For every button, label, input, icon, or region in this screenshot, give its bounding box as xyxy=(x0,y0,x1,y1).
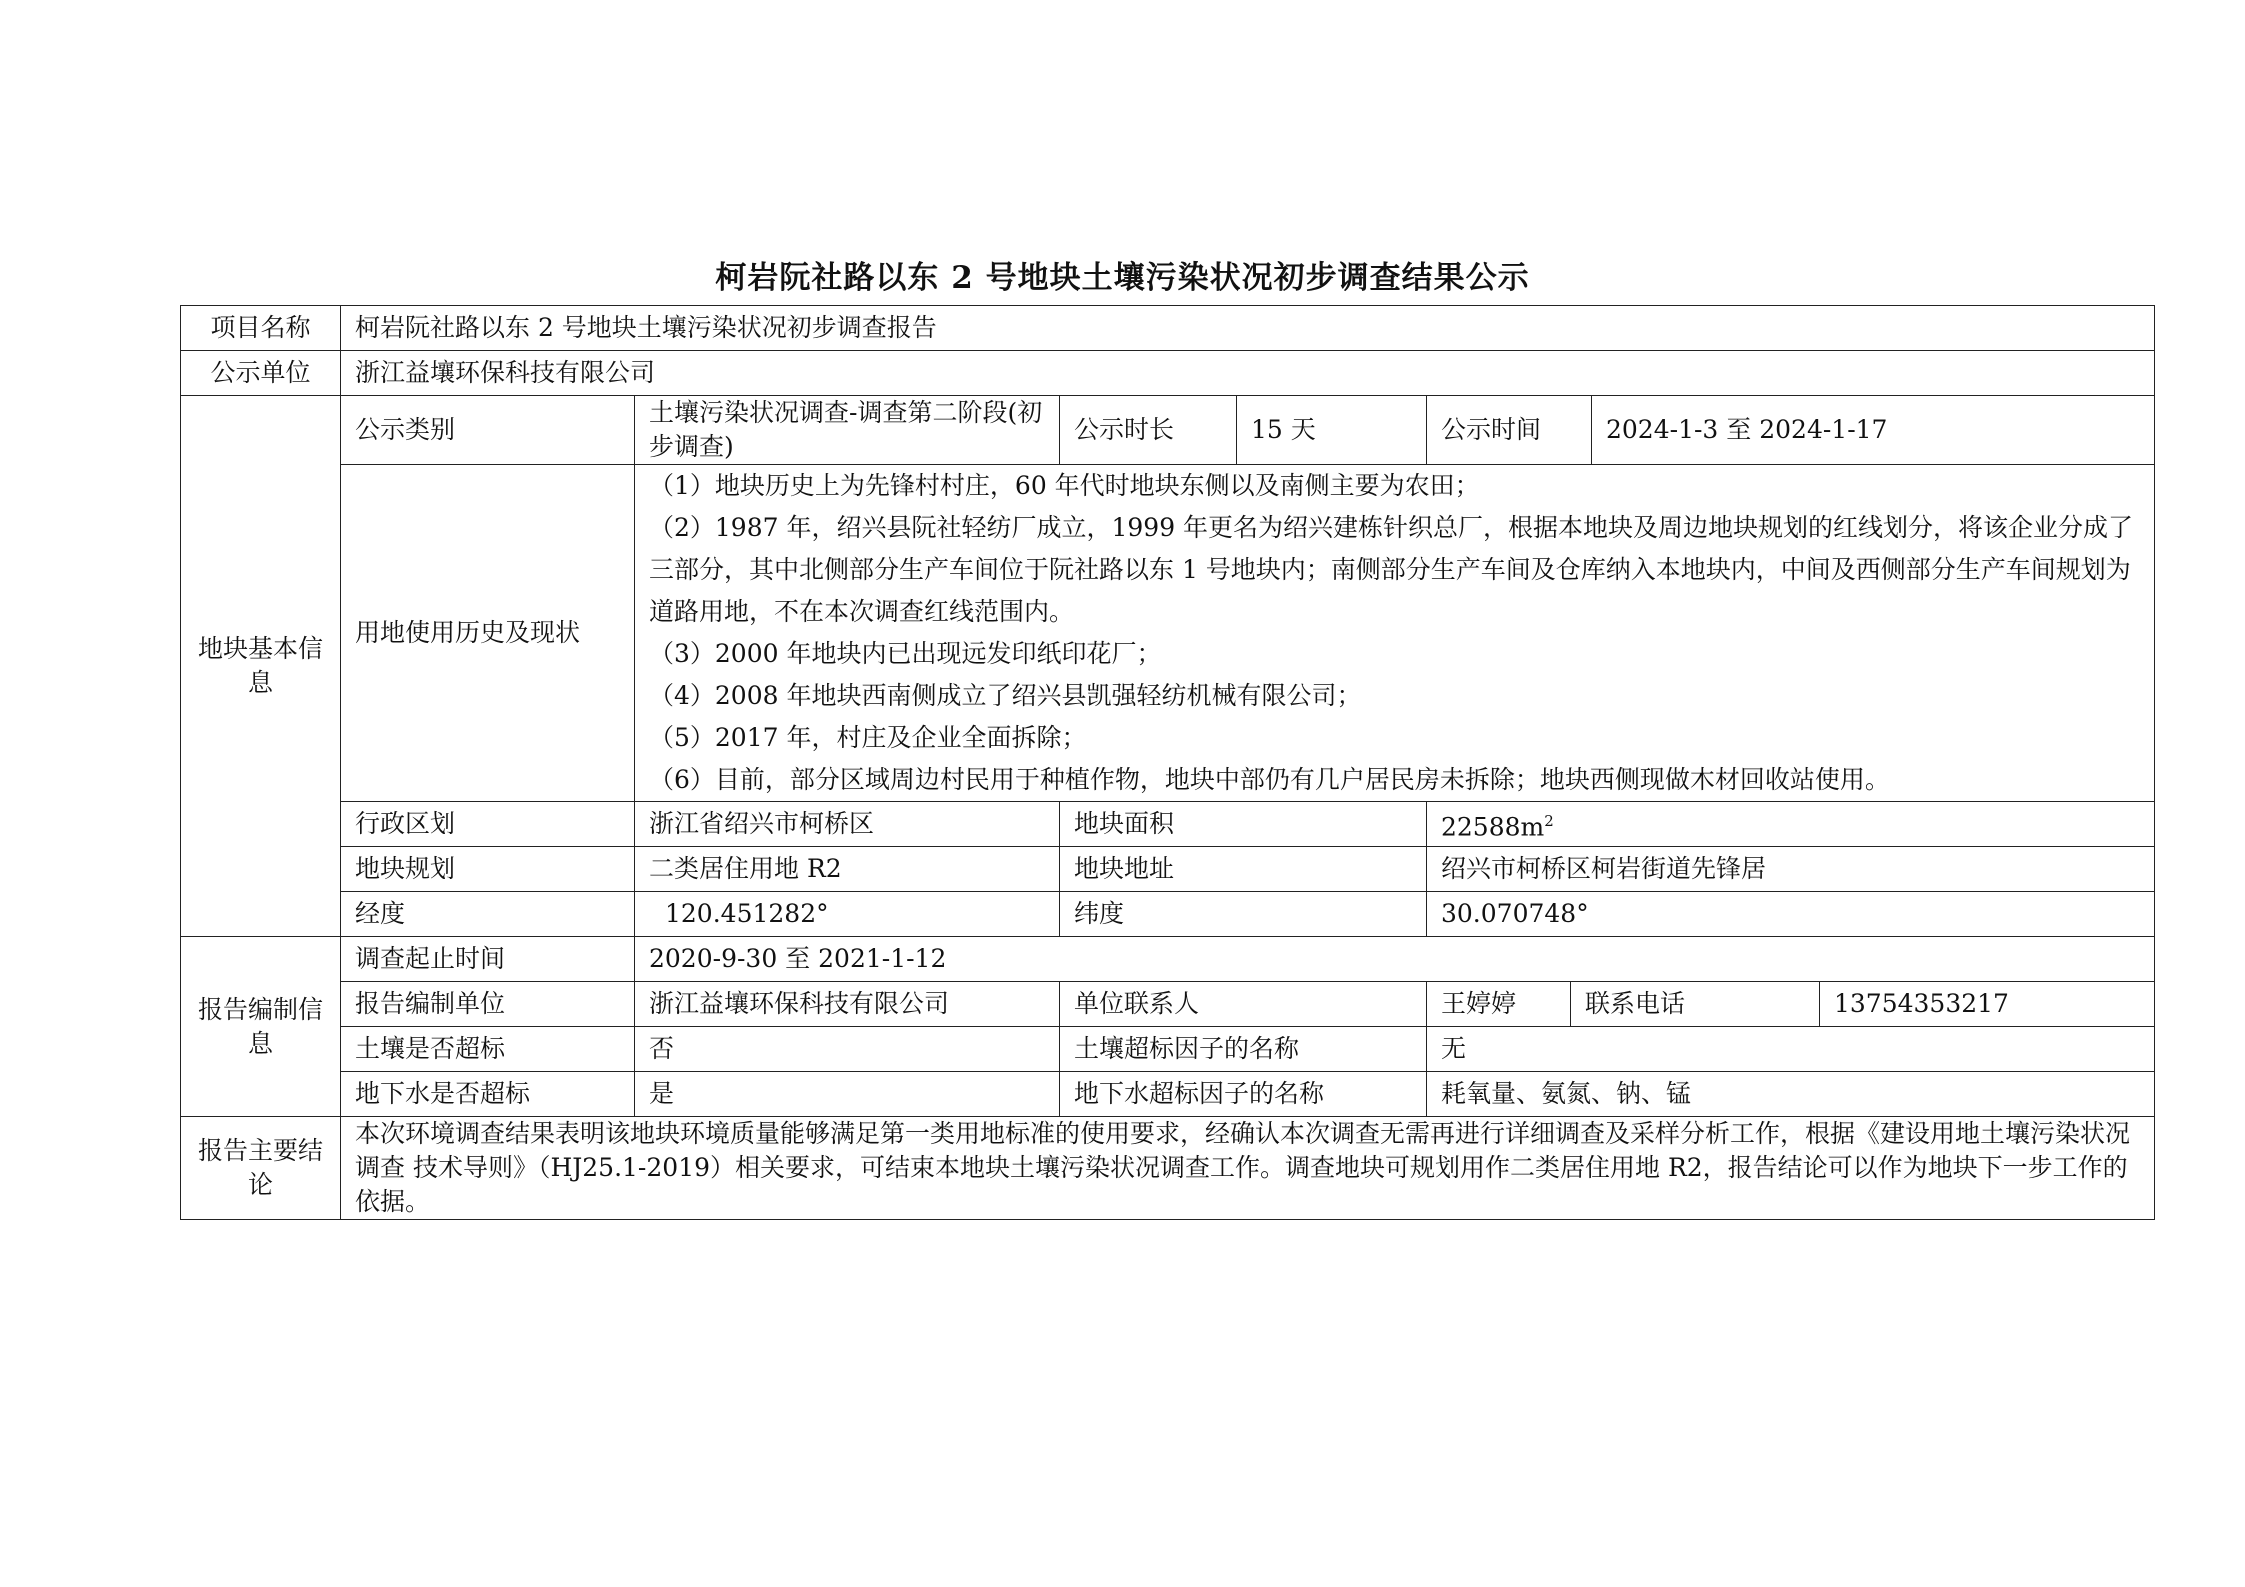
project-value: 柯岩阮社路以东 2 号地块土壤污染状况初步调查报告 xyxy=(341,306,2155,351)
history-label: 用地使用历史及现状 xyxy=(341,465,635,802)
history-item: （1）地块历史上为先锋村村庄，60 年代时地块东侧以及南侧主要为农田； xyxy=(649,471,1480,500)
phone-value: 13754353217 xyxy=(1820,982,2155,1027)
duration-value: 15 天 xyxy=(1237,396,1427,465)
dates-value: 2020-9-30 至 2021-1-12 xyxy=(635,937,2155,982)
row-project xyxy=(181,306,2155,351)
area-label: 地块面积 xyxy=(1060,802,1427,847)
row-dates xyxy=(181,937,2155,982)
district-value: 浙江省绍兴市柯桥区 xyxy=(635,802,1060,847)
period-label: 公示时间 xyxy=(1427,396,1592,465)
publisher-value: 浙江益壤环保科技有限公司 xyxy=(341,351,2155,396)
address-value: 绍兴市柯桥区柯岩街道先锋居 xyxy=(1427,847,2155,892)
soil-factor-label: 土壤超标因子的名称 xyxy=(1060,1027,1427,1072)
gw-value: 是 xyxy=(635,1072,1060,1117)
area-unit-sup: 2 xyxy=(1544,811,1554,830)
area-value xyxy=(1427,802,2155,847)
gw-label: 地下水是否超标 xyxy=(341,1072,635,1117)
duration-label: 公示时长 xyxy=(1060,396,1237,465)
lon-label: 经度 xyxy=(341,892,635,937)
contact-label: 单位联系人 xyxy=(1060,982,1427,1027)
row-plan xyxy=(181,847,2155,892)
row-coordinates xyxy=(181,892,2155,937)
row-district xyxy=(181,802,2155,847)
row-unit xyxy=(181,982,2155,1027)
history-item: （6）目前，部分区域周边村民用于种植作物，地块中部仍有几户居民房未拆除；地块西侧现做木材回收站使用。 xyxy=(649,765,1890,794)
history-item: （3）2000 年地块内已出现远发印纸印花厂； xyxy=(649,639,1162,668)
history-item: （2）1987 年，绍兴县阮社轻纺厂成立，1999 年更名为绍兴建栋针织总厂，根据本地块及周边地块规划的红线划分，将该企业分成了三部分，其中北侧部分生产车间位于阮社路以东 1 号地块内；南侧部分生产车间及仓库纳入本地块内，中间及西侧部分生产车间规划为道路用地，不在本次调查红线范围内。 xyxy=(649,513,2134,626)
category-value: 土壤污染状况调查-调查第二阶段(初步调查) xyxy=(635,396,1060,465)
area-number: 22588m xyxy=(1441,812,1545,842)
conclusion-text: 本次环境调查结果表明该地块环境质量能够满足第一类用地标准的使用要求，经确认本次调查无需再进行详细调查及采样分析工作，根据《建设用地土壤污染状况调查 技术导则》（HJ25.1-2019）相关要求，可结束本地块土壤污染状况调查工作。调查地块可规划用作二类居住用地 R2，报告结论可以作为地块下一步工作的依据。 xyxy=(341,1117,2155,1220)
dates-label: 调查起止时间 xyxy=(341,937,635,982)
soil-label: 土壤是否超标 xyxy=(341,1027,635,1072)
row-groundwater xyxy=(181,1072,2155,1117)
row-category xyxy=(181,396,2155,465)
plan-label: 地块规划 xyxy=(341,847,635,892)
row-history xyxy=(181,465,2155,802)
phone-label: 联系电话 xyxy=(1571,982,1820,1027)
soil-factor-value: 无 xyxy=(1427,1027,2155,1072)
notice-table xyxy=(180,305,2155,1220)
row-conclusion xyxy=(181,1117,2155,1220)
lat-value: 30.070748° xyxy=(1427,892,2155,937)
history-list xyxy=(635,465,2155,802)
unit-value: 浙江益壤环保科技有限公司 xyxy=(635,982,1060,1027)
contact-value: 王婷婷 xyxy=(1427,982,1571,1027)
row-publisher xyxy=(181,351,2155,396)
basic-info-section-label: 地块基本信息 xyxy=(181,396,341,937)
history-item: （4）2008 年地块西南侧成立了绍兴县凯强轻纺机械有限公司； xyxy=(649,681,1362,710)
address-label: 地块地址 xyxy=(1060,847,1427,892)
publisher-label: 公示单位 xyxy=(181,351,341,396)
lat-label: 纬度 xyxy=(1060,892,1427,937)
history-item: （5）2017 年，村庄及企业全面拆除； xyxy=(649,723,1087,752)
page-title: 柯岩阮社路以东 2 号地块土壤污染状况初步调查结果公示 xyxy=(715,260,1530,296)
gw-factor-value: 耗氧量、氨氮、钠、锰 xyxy=(1427,1072,2155,1117)
unit-label: 报告编制单位 xyxy=(341,982,635,1027)
category-label: 公示类别 xyxy=(341,396,635,465)
district-label: 行政区划 xyxy=(341,802,635,847)
period-value: 2024-1-3 至 2024-1-17 xyxy=(1592,396,2155,465)
conclusion-label: 报告主要结论 xyxy=(181,1117,341,1220)
plan-value: 二类居住用地 R2 xyxy=(635,847,1060,892)
soil-value: 否 xyxy=(635,1027,1060,1072)
project-label: 项目名称 xyxy=(181,306,341,351)
report-info-section-label: 报告编制信息 xyxy=(181,937,341,1117)
gw-factor-label: 地下水超标因子的名称 xyxy=(1060,1072,1427,1117)
lon-value: 120.451282° xyxy=(635,892,1060,937)
row-soil xyxy=(181,1027,2155,1072)
